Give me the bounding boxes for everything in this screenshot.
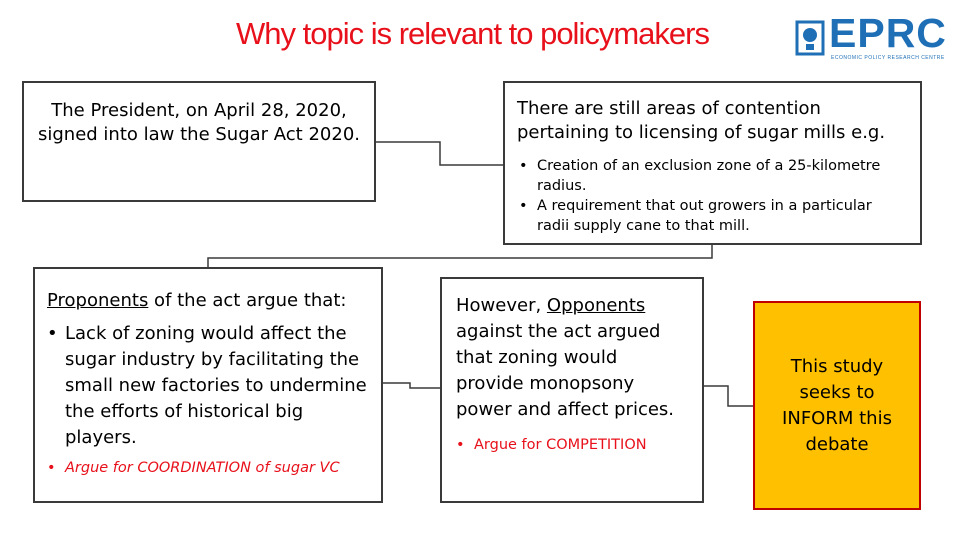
opponents-lead-before: However, — [456, 295, 547, 316]
opponents-lead — [456, 293, 688, 423]
connector-contention-proponents — [208, 245, 712, 267]
connector-act-contention — [376, 142, 503, 165]
study-box — [753, 301, 921, 510]
contention-box — [503, 81, 922, 245]
sugar-act-text: The President, on April 28, 2020, signed into law the Sugar Act 2020. — [38, 100, 360, 145]
proponents-lead-rest: of the act argue that: — [148, 290, 347, 311]
sugar-act-box — [22, 81, 376, 202]
opponents-label: Opponents — [546, 295, 646, 316]
proponents-lead — [47, 289, 369, 313]
logo-subtitle: ECONOMIC POLICY RESEARCH CENTRE — [831, 55, 945, 61]
page-title: Why topic is relevant to policymakers — [236, 16, 709, 51]
proponents-box — [33, 267, 383, 503]
connector-opponents-study — [704, 386, 753, 406]
contention-bullet: • A requirement that out growers in a particular radii supply cane to that mill. — [517, 196, 908, 236]
connector-proponents-opponents — [383, 383, 440, 388]
contention-list — [517, 156, 908, 236]
study-text: This study seeks to INFORM this debate — [782, 355, 892, 455]
proponents-label: Proponents — [47, 290, 149, 311]
contention-lead: There are still areas of contention pertaining to licensing of sugar mills e.g. — [517, 98, 886, 143]
opponents-highlight: • Argue for COMPETITION — [456, 435, 688, 455]
proponents-point: • Lack of zoning would affect the sugar industry by facilitating the small new factories to undermine the efforts of historical big players. — [47, 321, 369, 451]
opponents-box — [440, 277, 704, 503]
logo-wordmark: EPRC — [829, 10, 947, 56]
opponents-lead-rest: against the act argued that zoning would provide monopsony power and affect prices. — [456, 321, 675, 420]
proponents-highlight: • Argue for COORDINATION of sugar VC — [47, 457, 369, 479]
contention-bullet: • Creation of an exclusion zone of a 25-kilometre radius. — [517, 156, 908, 196]
